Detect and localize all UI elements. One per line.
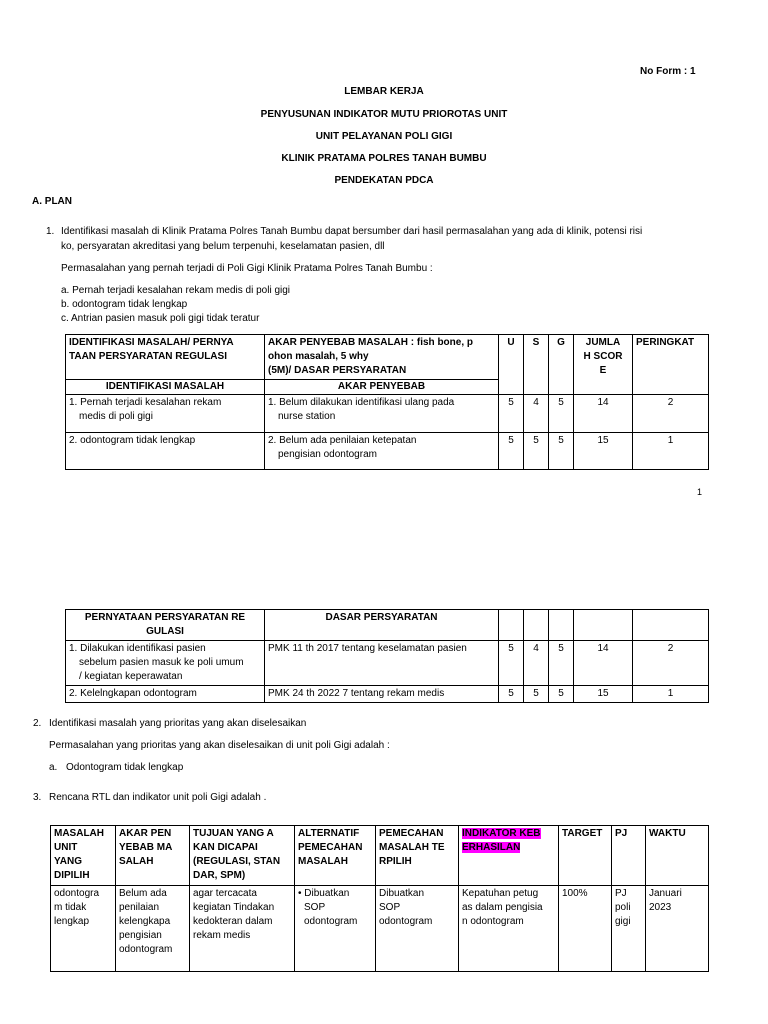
- table1-h2c: (5M)/ DASAR PERSYARATAN: [268, 365, 407, 376]
- t3r-ind-0: Kepatuhan petug: [462, 888, 539, 899]
- table3-header-pemecahan: [376, 826, 459, 886]
- item2-number: 2.: [33, 718, 42, 729]
- table1-hs-b: H SCOR: [583, 351, 623, 362]
- table3-r1-alternatif: [295, 886, 376, 972]
- table2-h1a: PERNYATAAN PERSYARATAN RE: [84, 612, 246, 623]
- table3-r1-indikator: [459, 886, 559, 972]
- table1-r2-problem: [66, 433, 265, 470]
- title-line-4: KLINIK PRATAMA POLRES TANAH BUMBU: [281, 153, 487, 164]
- t3h-masalah-0: MASALAH: [54, 828, 104, 839]
- rtl-indicator-table: [50, 825, 709, 972]
- table2-header-statement: [66, 610, 265, 641]
- t3r-ind-2: n odontogram: [462, 916, 524, 927]
- problem-b: b. odontogram tidak lengkap: [61, 299, 188, 310]
- table1-header-row: [66, 335, 709, 380]
- t3r-pj-1: poli: [615, 902, 631, 913]
- t3h-alt-2: MASALAH: [298, 856, 348, 867]
- table-row: [66, 395, 709, 433]
- table3-header-akar: [116, 826, 190, 886]
- table1-hs-c: E: [599, 365, 607, 376]
- t3h-alt-1: PEMECAHAN: [298, 842, 363, 853]
- problem-a: a. Pernah terjadi kesalahan rekam medis di poli gigi: [61, 285, 291, 296]
- table3-r1-target: 100%: [559, 886, 612, 972]
- table2-header-empty-s: [524, 610, 549, 641]
- t3r-pj-0: PJ: [615, 888, 627, 899]
- item1-intro: Permasalahan yang pernah terjadi di Poli Gigi Klinik Pratama Polres Tanah Bumbu :: [61, 263, 433, 274]
- item2-selected-label: a.: [49, 762, 58, 773]
- table1-h2a: AKAR PENYEBAB MASALAH : fish bone, p: [268, 337, 473, 348]
- item3-number: 3.: [33, 792, 42, 803]
- item1-number: 1.: [46, 226, 55, 237]
- t3h-akar-1: YEBAB MA: [119, 842, 173, 853]
- t3h-alt-0: ALTERNATIF: [298, 828, 360, 839]
- highlighted-text: INDIKATOR KEB: [462, 828, 541, 839]
- t3r-tujuan-2: kedokteran dalam: [193, 916, 273, 927]
- table2-header-basis: DASAR PERSYARATAN: [265, 610, 499, 641]
- table1-h1a: IDENTIFIKASI MASALAH/ PERNYA: [69, 337, 234, 348]
- table2-header-empty-u: [499, 610, 524, 641]
- table3-r1-pemecahan: [376, 886, 459, 972]
- table-row: [66, 686, 709, 703]
- t3r-ind-1: as dalam pengisia: [462, 902, 543, 913]
- table-row: [66, 433, 709, 470]
- table2-r2-g: 5: [549, 686, 574, 703]
- table3-r1-tujuan: [190, 886, 295, 972]
- t3r-waktu-1: 2023: [649, 902, 672, 913]
- table3-r1-pj: [612, 886, 646, 972]
- t3r-akar-0: Belum ada: [119, 888, 167, 899]
- table1-header-problem: [66, 335, 265, 380]
- table1-r2-c2a: 2. Belum ada penilaian ketepatan: [268, 435, 417, 446]
- regulation-table: [65, 609, 709, 703]
- t3h-pem-0: PEMECAHAN: [379, 828, 444, 839]
- table3-header-masalah: [51, 826, 116, 886]
- t3h-ind-0: [462, 827, 555, 841]
- title-line-3: UNIT PELAYANAN POLI GIGI: [315, 131, 453, 142]
- t3r-akar-3: pengisian: [119, 930, 162, 941]
- form-number: No Form : 1: [640, 66, 696, 77]
- table1-r2-c1a: 2. odontogram tidak lengkap: [69, 435, 196, 446]
- table3-header-indikator: [459, 826, 559, 886]
- t3r-masalah-2: lengkap: [54, 916, 90, 927]
- table2-r2-s: 5: [524, 686, 549, 703]
- table2-r1-c1b: sebelum pasien masuk ke poli umum: [79, 657, 244, 668]
- t3r-alt-1: SOP: [304, 902, 326, 913]
- table2-r1-c1c: / kegiatan keperawatan: [79, 671, 183, 682]
- table1-r1-cause: [265, 395, 499, 433]
- t3r-pem-2: odontogram: [379, 916, 433, 927]
- t3h-akar-2: SALAH: [119, 856, 154, 867]
- t3h-tujuan-0: TUJUAN YANG A: [193, 828, 274, 839]
- table1-r1-c2b: nurse station: [278, 411, 336, 422]
- item3-text: Rencana RTL dan indikator unit poli Gigi adalah .: [49, 792, 267, 803]
- table2-r1-score: 14: [574, 641, 633, 686]
- table2-r2-statement: [66, 686, 265, 703]
- table3-header-row: [51, 826, 709, 886]
- table1-h1b: TAAN PERSYARATAN REGULASI: [69, 351, 227, 362]
- t3h-tujuan-1: KAN DICAPAI: [193, 842, 258, 853]
- table1-r1-score: 14: [574, 395, 633, 433]
- table3-header-waktu: WAKTU: [646, 826, 709, 886]
- table1-r1-s: 4: [524, 395, 549, 433]
- table3-header-tujuan: [190, 826, 295, 886]
- table1-r2-s: 5: [524, 433, 549, 470]
- table3-header-alternatif: [295, 826, 376, 886]
- t3h-tujuan-2: (REGULASI, STAN: [193, 856, 281, 867]
- highlighted-text: ERHASILAN: [462, 842, 521, 853]
- table2-r1-s: 4: [524, 641, 549, 686]
- problem-scoring-table: [65, 334, 709, 470]
- t3h-masalah-3: DIPILIH: [54, 870, 90, 881]
- t3r-masalah-1: m tidak: [54, 902, 87, 913]
- table3-r1-akar: [116, 886, 190, 972]
- table2-r1-c1a: 1. Dilakukan identifikasi pasien: [69, 643, 206, 654]
- t3h-ind-1: [462, 841, 555, 855]
- table1-r2-score: 15: [574, 433, 633, 470]
- table1-header-s: S: [524, 335, 549, 395]
- table2-header-empty-rank: [633, 610, 709, 641]
- t3r-akar-2: kelengkapa: [119, 916, 171, 927]
- table-row: [51, 886, 709, 972]
- table2-header-empty-score: [574, 610, 633, 641]
- table-row: [66, 641, 709, 686]
- item1-text-line2: ko, persyaratan akreditasi yang belum terpenuhi, keselamatan pasien, dll: [61, 241, 385, 252]
- table1-header-g: G: [549, 335, 574, 395]
- table1-r2-rank: 1: [633, 433, 709, 470]
- table1-r2-cause: [265, 433, 499, 470]
- table2-r1-g: 5: [549, 641, 574, 686]
- t3h-akar-0: AKAR PEN: [119, 828, 172, 839]
- table1-header-rank: PERINGKAT: [633, 335, 709, 395]
- table1-r1-c2a: 1. Belum dilakukan identifikasi ulang pada: [268, 397, 455, 408]
- t3h-masalah-2: YANG: [54, 856, 82, 867]
- item2-selected: Odontogram tidak lengkap: [66, 762, 184, 773]
- t3h-pem-2: RPILIH: [379, 856, 412, 867]
- table1-header-root-cause: [265, 335, 499, 380]
- t3r-tujuan-1: kegiatan Tindakan: [193, 902, 275, 913]
- table2-h1b: GULASI: [146, 626, 184, 637]
- table3-header-target: TARGET: [559, 826, 612, 886]
- table1-r1-g: 5: [549, 395, 574, 433]
- table1-header-score: [574, 335, 633, 395]
- table2-r1-statement: [66, 641, 265, 686]
- table2-r2-u: 5: [499, 686, 524, 703]
- t3h-masalah-1: UNIT: [54, 842, 78, 853]
- t3r-tujuan-3: rekam medis: [193, 930, 251, 941]
- title-line-1: LEMBAR KERJA: [344, 86, 424, 97]
- table2-r1-basis: PMK 11 th 2017 tentang keselamatan pasien: [265, 641, 499, 686]
- t3r-alt-2: odontogram: [304, 916, 358, 927]
- table3-header-pj: PJ: [612, 826, 646, 886]
- table2-r2-score: 15: [574, 686, 633, 703]
- t3r-pj-2: gigi: [615, 916, 631, 927]
- table1-r1-c1a: 1. Pernah terjadi kesalahan rekam: [69, 397, 222, 408]
- table2-r1-rank: 2: [633, 641, 709, 686]
- table1-r1-rank: 2: [633, 395, 709, 433]
- item1-text-line1: Identifikasi masalah di Klinik Pratama Polres Tanah Bumbu dapat bersumber dari hasil permasalahan yang ada di klinik, potensi risi: [61, 226, 643, 237]
- table2-header-empty-g: [549, 610, 574, 641]
- table2-r2-rank: 1: [633, 686, 709, 703]
- section-a-heading: A. PLAN: [32, 196, 72, 207]
- table2-header-row: [66, 610, 709, 641]
- table3-r1-masalah: [51, 886, 116, 972]
- t3r-waktu-0: Januari: [649, 888, 682, 899]
- table2-r1-u: 5: [499, 641, 524, 686]
- t3r-masalah-0: odontogra: [54, 888, 100, 899]
- t3r-alt-0-text: Dibuatkan: [304, 888, 350, 899]
- item2-intro: Permasalahan yang prioritas yang akan diselesaikan di unit poli Gigi adalah :: [49, 740, 390, 751]
- table2-r2-c1a: 2. Kelelngkapan odontogram: [69, 688, 197, 699]
- table2-r2-basis: PMK 24 th 2022 7 tentang rekam medis: [265, 686, 499, 703]
- table3-r1-waktu: [646, 886, 709, 972]
- title-line-2: PENYUSUNAN INDIKATOR MUTU PRIOROTAS UNIT: [260, 109, 508, 120]
- table1-header-u: U: [499, 335, 524, 395]
- item2-text: Identifikasi masalah yang prioritas yang akan diselesaikan: [49, 718, 307, 729]
- table1-r1-c1b: medis di poli gigi: [79, 411, 153, 422]
- t3h-pem-1: MASALAH TE: [379, 842, 445, 853]
- t3r-akar-4: odontogram: [119, 944, 173, 955]
- bullet-icon: •: [298, 888, 302, 899]
- table1-r2-g: 5: [549, 433, 574, 470]
- t3r-akar-1: penilaian: [119, 902, 160, 913]
- table1-h2b: ohon masalah, 5 why: [268, 351, 369, 362]
- table1-subheader-cause: AKAR PENYEBAB: [265, 380, 499, 395]
- t3r-pem-1: SOP: [379, 902, 401, 913]
- title-line-5: PENDEKATAN PDCA: [334, 175, 434, 186]
- table1-r1-u: 5: [499, 395, 524, 433]
- t3r-alt-0: [298, 887, 372, 901]
- table1-subheader-problem: IDENTIFIKASI MASALAH: [66, 380, 265, 395]
- t3r-pem-0: Dibuatkan: [379, 888, 425, 899]
- table1-r2-u: 5: [499, 433, 524, 470]
- table1-r2-c2b: pengisian odontogram: [278, 449, 377, 460]
- t3h-tujuan-3: DAR, SPM): [193, 870, 246, 881]
- table1-hs-a: JUMLA: [585, 337, 621, 348]
- page-number: 1: [697, 487, 703, 497]
- table1-r1-problem: [66, 395, 265, 433]
- problem-c: c. Antrian pasien masuk poli gigi tidak teratur: [61, 313, 260, 324]
- t3r-tujuan-0: agar tercacata: [193, 888, 257, 899]
